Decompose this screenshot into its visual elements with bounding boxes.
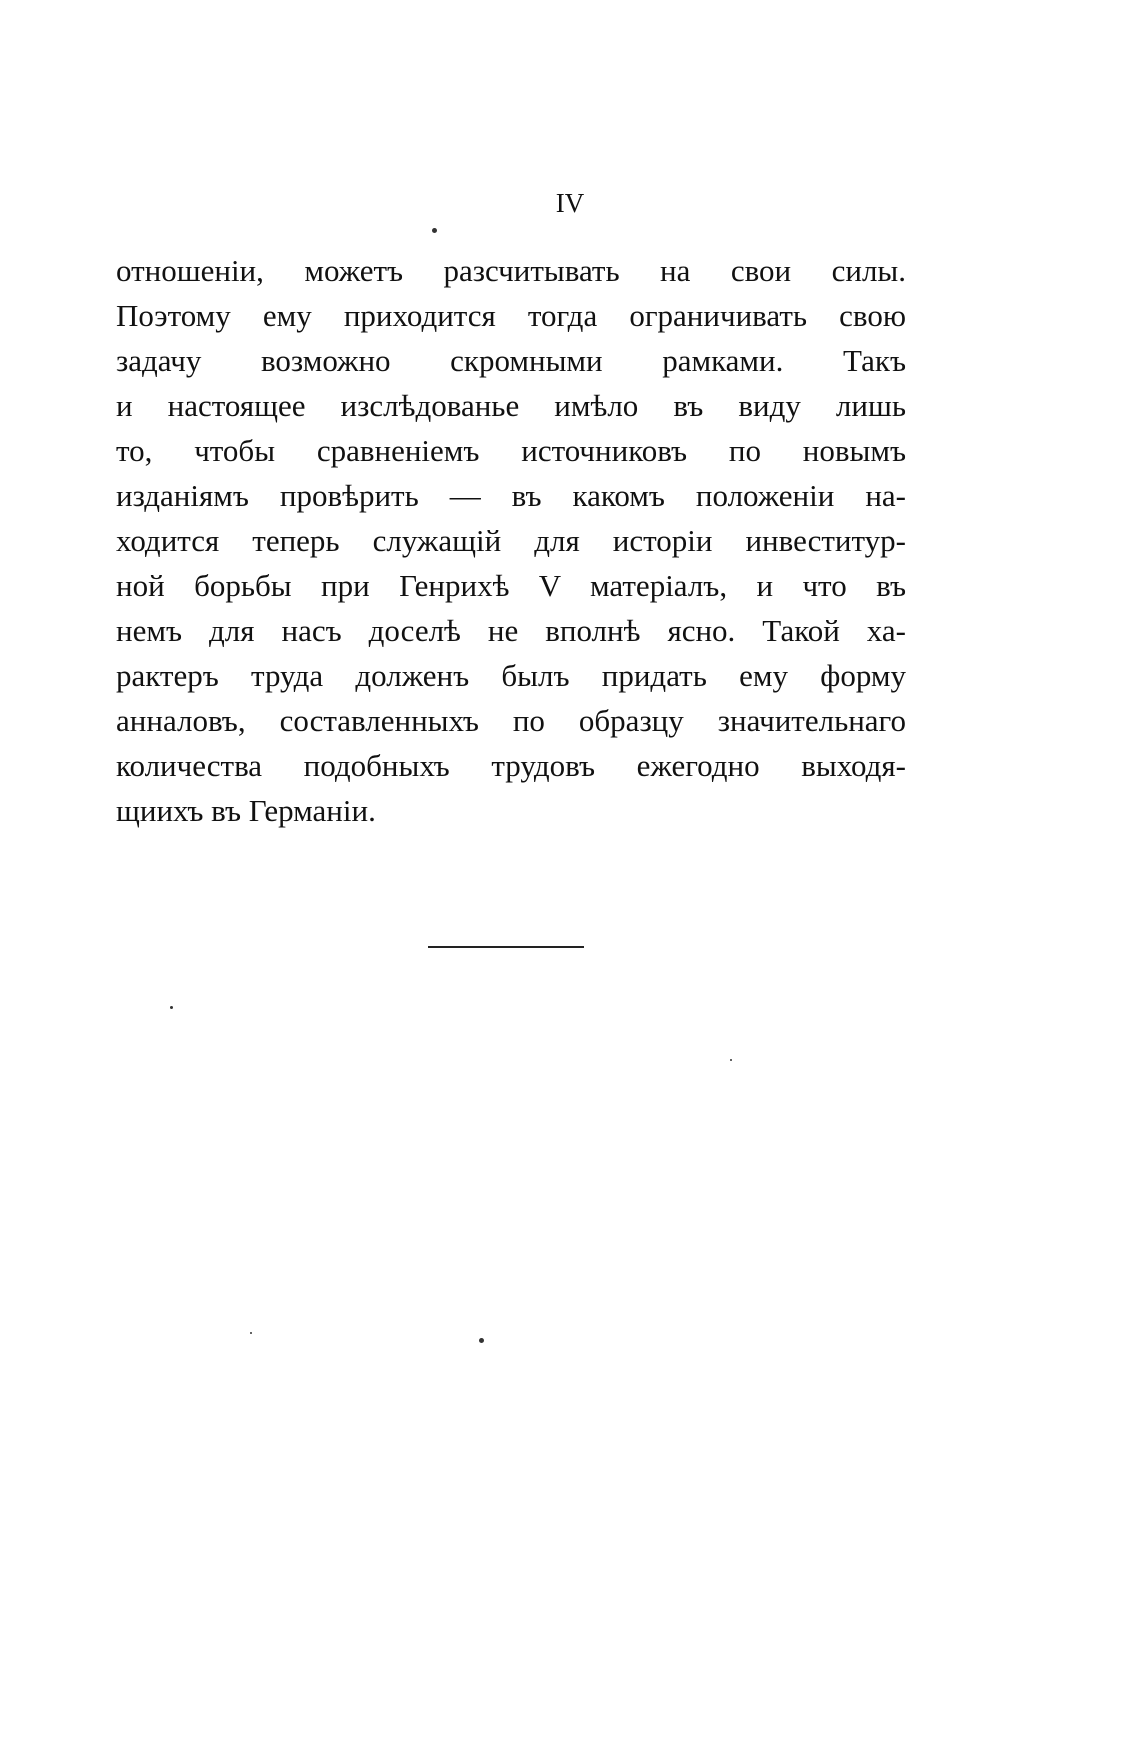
text-line: Поэтому ему приходится тогда ограничивать свою [116, 298, 906, 333]
text-line: количества подобныхъ трудовъ ежегодно выходя- [116, 748, 906, 783]
scan-speck [479, 1338, 484, 1343]
text-line: рактеръ труда долженъ былъ придать ему форму [116, 658, 906, 693]
scan-speck [170, 1006, 173, 1009]
text-line: задачу возможно скромными рамками. Такъ [116, 343, 906, 378]
scan-speck [730, 1059, 732, 1061]
text-line: анналовъ, составленныхъ по образцу значительнаго [116, 703, 906, 738]
scan-speck [250, 1332, 252, 1334]
text-line: отношеніи, можетъ разсчитывать на свои силы. [116, 253, 906, 288]
page-number: IV [555, 188, 585, 218]
text-line: немъ для насъ доселѣ не вполнѣ ясно. Такой ха- [116, 613, 906, 648]
body-text [116, 248, 906, 833]
text-line: щиихъ въ Германіи. [116, 793, 376, 828]
text-line: и настоящее изслѣдованье имѣло въ виду лишь [116, 388, 906, 423]
text-line: изданіямъ провѣрить — въ какомъ положеніи на- [116, 478, 906, 513]
scan-speck [432, 228, 437, 233]
text-line: ходится теперь служащій для исторіи инвеститур- [116, 523, 906, 558]
text-line: то, чтобы сравненіемъ источниковъ по новымъ [116, 433, 906, 468]
text-line: ной борьбы при Генрихѣ V матеріалъ, и что въ [116, 568, 906, 603]
section-divider [428, 946, 584, 948]
